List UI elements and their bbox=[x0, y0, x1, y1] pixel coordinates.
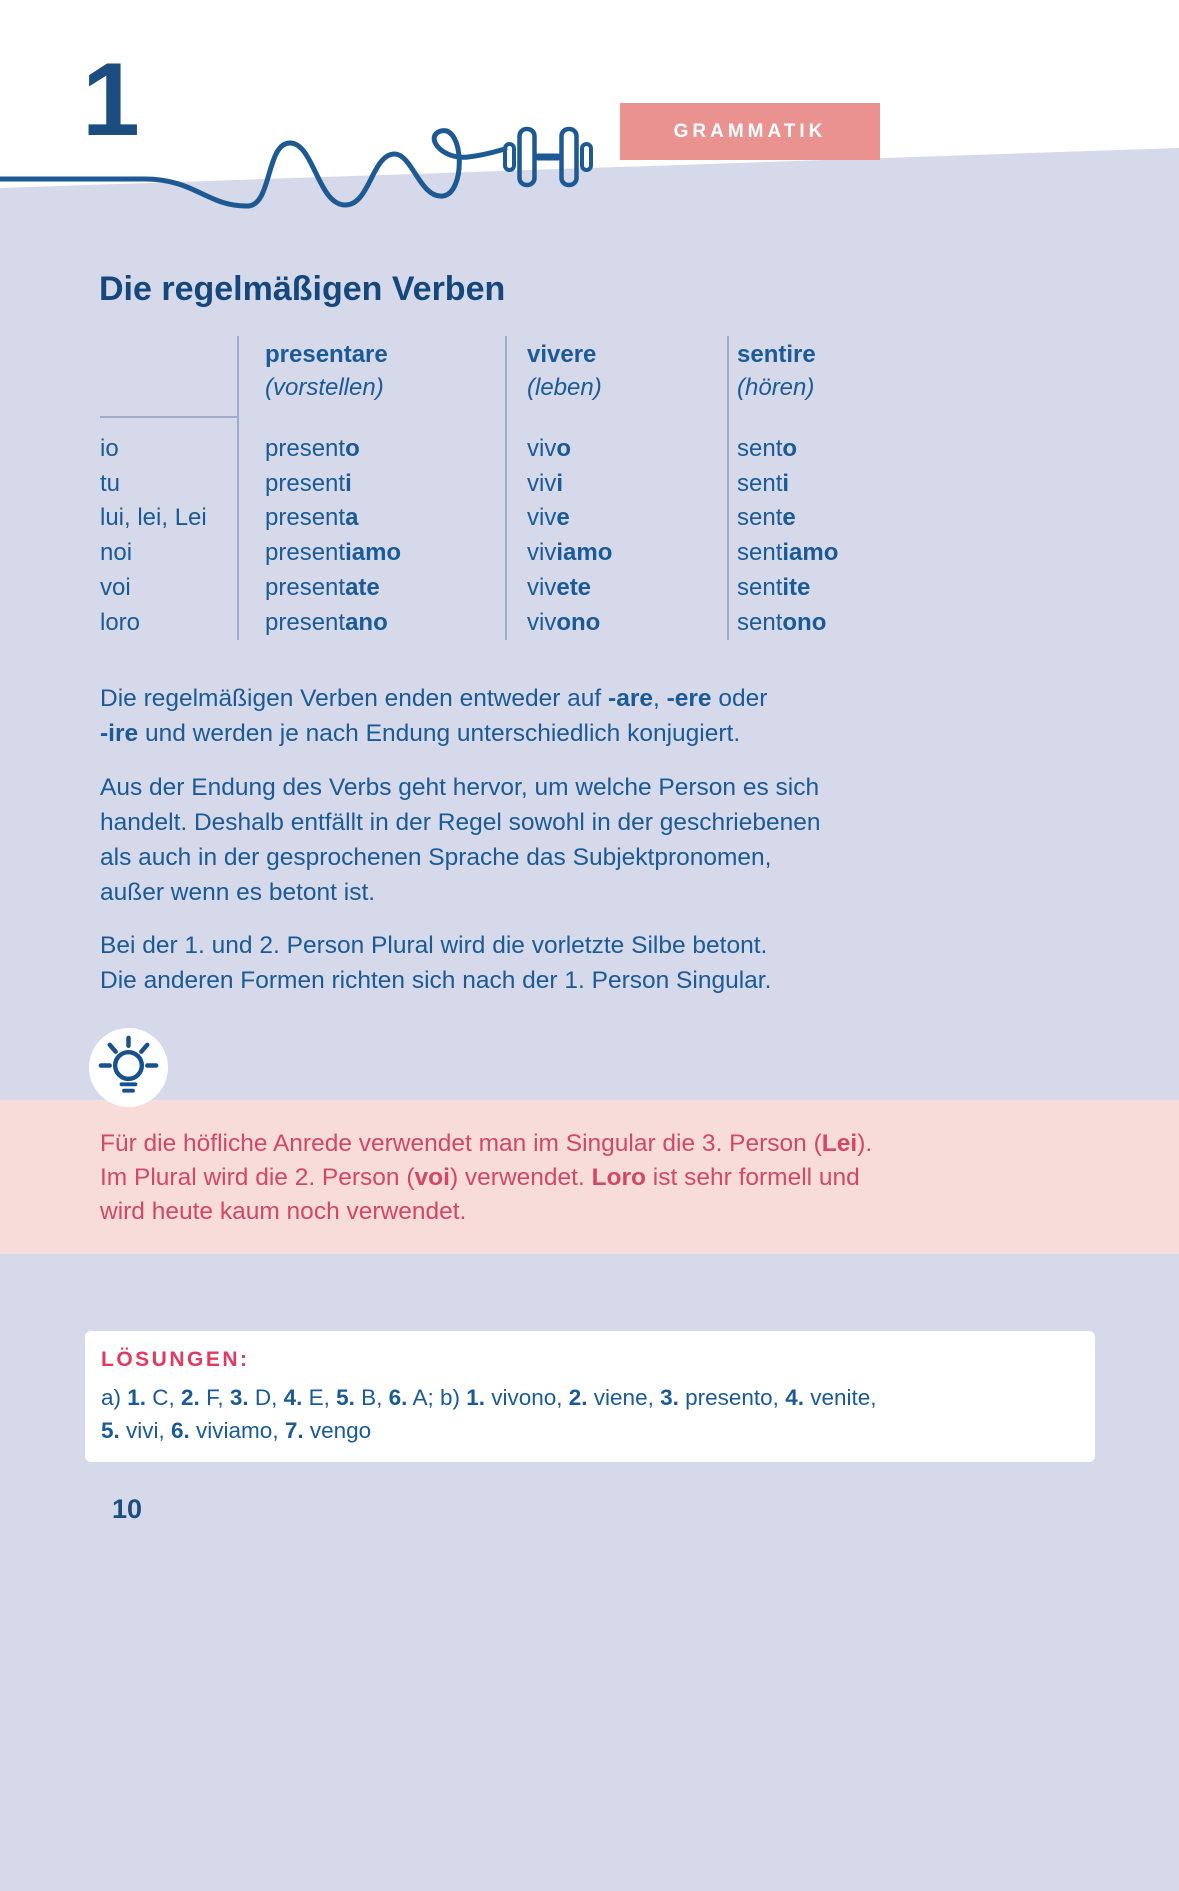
pronoun-label: voi bbox=[100, 573, 131, 601]
conjugation-column-presentare bbox=[265, 432, 401, 640]
conjugation-cell: senti bbox=[737, 469, 790, 497]
pronoun-column bbox=[100, 432, 207, 640]
table-divider-line bbox=[237, 336, 239, 640]
conjugation-cell: presenti bbox=[265, 469, 352, 497]
pronoun-label: noi bbox=[100, 539, 133, 567]
conjugation-cell: viviamo bbox=[527, 539, 613, 567]
conjugation-cell: presentiamo bbox=[265, 539, 402, 567]
dumbbell-icon bbox=[503, 126, 593, 188]
conjugation-cell: vivete bbox=[527, 573, 592, 601]
verb-header-sentire bbox=[737, 338, 816, 404]
verb-name: sentire bbox=[737, 341, 816, 368]
conjugation-cell: sentite bbox=[737, 573, 811, 601]
conjugation-cell: vivo bbox=[527, 435, 572, 462]
table-divider-line bbox=[727, 336, 729, 640]
paragraph-subject-pronoun: Aus der Endung des Verbs geht hervor, um welche Person es sich handelt. Deshalb entfällt in der Regel sowohl in der geschriebenen als auch in der gesprochenen Sprache das Subjektpronomen, außer wenn es betont ist. bbox=[100, 774, 821, 906]
verb-name: presentare bbox=[265, 341, 388, 368]
conjugation-cell: vive bbox=[527, 504, 570, 532]
table-header-rule bbox=[100, 416, 237, 418]
solutions-heading: LÖSUNGEN: bbox=[101, 1348, 250, 1371]
conjugation-cell: presento bbox=[265, 435, 360, 462]
conjugation-cell: sentono bbox=[737, 608, 827, 636]
conjugation-cell: vivi bbox=[527, 469, 564, 497]
pronoun-label: loro bbox=[100, 608, 141, 636]
lightbulb-glyph bbox=[89, 1028, 168, 1107]
lightbulb-icon bbox=[89, 1028, 168, 1107]
conjugation-cell: presentano bbox=[265, 608, 388, 636]
verb-translation: (hören) bbox=[737, 374, 815, 401]
conjugation-cell: sente bbox=[737, 504, 796, 532]
verb-translation: (leben) bbox=[527, 374, 602, 401]
page-title: Die regelmäßigen Verben bbox=[99, 270, 506, 308]
conjugation-column-vivere bbox=[527, 432, 612, 640]
conjugation-cell: sentiamo bbox=[737, 539, 839, 567]
pronoun-label: lui, lei, Lei bbox=[100, 504, 207, 532]
paragraph-stress: Bei der 1. und 2. Person Plural wird die vorletzte Silbe betont. Die anderen Formen richten sich nach der 1. Person Singular. bbox=[100, 932, 772, 994]
verb-translation: (vorstellen) bbox=[265, 374, 384, 401]
pronoun-label: tu bbox=[100, 469, 121, 497]
conjugation-cell: vivono bbox=[527, 608, 601, 636]
conjugation-column-sentire bbox=[737, 432, 838, 640]
polite-form-note: Für die höfliche Anrede verwendet man im Singular die 3. Person (Lei). Im Plural wird die 2. Person (voi) verwendet. Loro ist sehr formell und wird heute kaum noch verwendet. bbox=[100, 1130, 873, 1225]
grammatik-badge bbox=[620, 103, 880, 160]
conjugation-cell: sento bbox=[737, 435, 798, 462]
squiggle-line-decoration bbox=[0, 0, 620, 240]
page-number: 10 bbox=[112, 1494, 143, 1524]
chapter-number: 1 bbox=[82, 42, 140, 158]
verb-header-vivere bbox=[527, 338, 602, 404]
table-divider-line bbox=[505, 336, 507, 640]
conjugation-cell: presentate bbox=[265, 573, 380, 601]
conjugation-cell: presenta bbox=[265, 504, 359, 532]
paragraph-endings: Die regelmäßigen Verben enden entweder auf -are, -ere oder -ire und werden je nach Endung unterschiedlich konjugiert. bbox=[100, 685, 768, 747]
solutions-text: a) 1. C, 2. F, 3. D, 4. E, 5. B, 6. A; b) 1. vivono, 2. viene, 3. presento, 4. venite, 5. vivi, 6. viviamo, 7. vengo bbox=[101, 1385, 877, 1443]
grammatik-badge-label: GRAMMATIK bbox=[673, 120, 827, 142]
verb-header-presentare bbox=[265, 338, 388, 404]
pronoun-label: io bbox=[100, 435, 119, 462]
solutions-box bbox=[85, 1331, 1095, 1462]
verb-name: vivere bbox=[527, 341, 597, 368]
